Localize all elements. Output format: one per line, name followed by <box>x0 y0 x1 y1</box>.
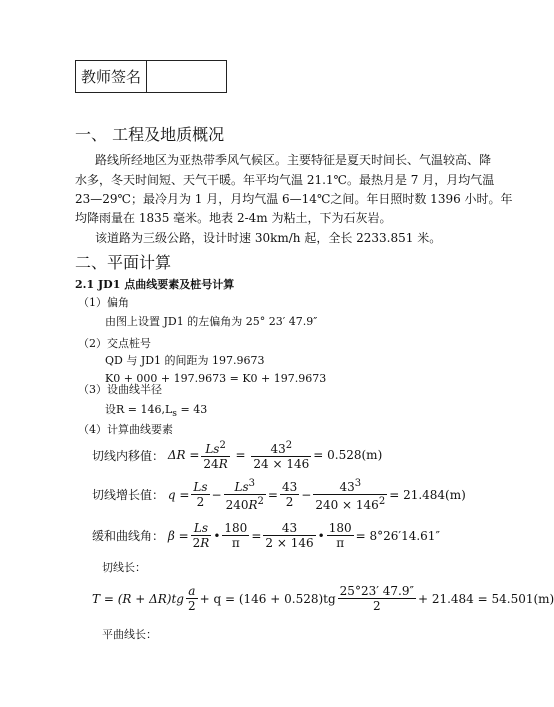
para1-line1: 路线所经地区为亚热带季风气候区。主要特征是夏天时间长、气温较高、降 <box>95 153 492 167</box>
subsection-heading: 2.1 JD1 点曲线要素及桩号计算 <box>75 278 235 291</box>
eq1-result: = 0.528(m) <box>313 448 383 462</box>
signature-label: 教师签名 <box>76 61 147 92</box>
eq5-label: 平曲线长： <box>102 628 157 641</box>
item2-text1: QD 与 JD1 的间距为 197.9673 <box>105 354 265 367</box>
item4-title: （4）计算曲线要素 <box>78 423 173 436</box>
item1-title: （1）偏角 <box>78 296 129 309</box>
item1-text: 由图上设置 JD1 的左偏角为 25° 23′ 47.9″ <box>105 315 318 328</box>
item2-title: （2）交点桩号 <box>78 337 151 350</box>
eq4-num: 25°23′ 47.9″ <box>339 584 414 598</box>
equation-tangent-increment: 切线增长值： q = $\frac{Ls}{2}$ − $\frac{Ls^3}{240R^2}$ = $\frac{43}{2}$ − $\frac{43^3}{240 \times 146^2}$ = 21.484(m) <box>92 478 466 512</box>
para2: 该道路为三级公路，设计时速 30km/h 起，全长 2233.851 米。 <box>95 231 442 245</box>
eq2-result: = 21.484(m) <box>389 487 466 502</box>
eq3-label: 缓和曲线角： <box>92 529 165 543</box>
para1-line2: 水多，冬天时间短、天气干暖。年平均气温 21.1℃。最热月是 7 月，月均气温 <box>75 173 495 187</box>
equation-transition-angle: 缓和曲线角： β = $\frac{Ls}{2R}$ • $\frac{180}{\pi}$ = $\frac{43}{2 \times 146}$ • $\frac{180}{\pi}$ = 8°26′14.61″ <box>92 521 440 550</box>
item2-text2: K0 + 000 + 197.9673 = K0 + 197.9673 <box>105 372 327 385</box>
eq4-result: + 21.484 = 54.501(m) <box>417 591 554 606</box>
section1-heading: 一、 工程及地质概况 <box>75 125 225 144</box>
item3-text: 设$R = 146,L_s = 43$ <box>105 403 208 420</box>
signature-table <box>75 60 227 93</box>
equation-tangent-length: T = (R + ΔR)tg $\frac{a}{2}$ + q = (146 + 0.528)tg $\frac{25^\circ 23' 47.9''}{2}$ + 21.484 = 54.501(m) <box>92 584 554 613</box>
para1-line3: 23—29℃；最冷月为 1 月，月均气温 6—14℃之间。年日照时数 1396 小时。年 <box>75 192 513 206</box>
section2-heading: 二、平面计算 <box>75 253 172 272</box>
item3-title: （3）设曲线半径 <box>78 383 162 396</box>
eq3-result: = 8°26′14.61″ <box>355 528 440 543</box>
eq4-expr: T = (R + ΔR)tg <box>92 591 184 606</box>
equation-tangent-shift: 切线内移值： ΔR = $\frac{Ls^2}{24R}$ = $\frac{43^2}{24 \times 146}$ = 0.528(m) <box>92 440 383 471</box>
eq2-label: 切线增长值： <box>92 488 165 502</box>
eq4-mid: + q = (146 + 0.528)tg <box>199 591 336 606</box>
signature-field[interactable] <box>147 61 226 92</box>
para1-line4: 均降雨量在 1835 毫米。地表 2-4m 为粘土，下为石灰岩。 <box>75 211 392 225</box>
eq1-label: 切线内移值： <box>92 448 165 463</box>
eq4-label: 切线长： <box>102 561 146 574</box>
